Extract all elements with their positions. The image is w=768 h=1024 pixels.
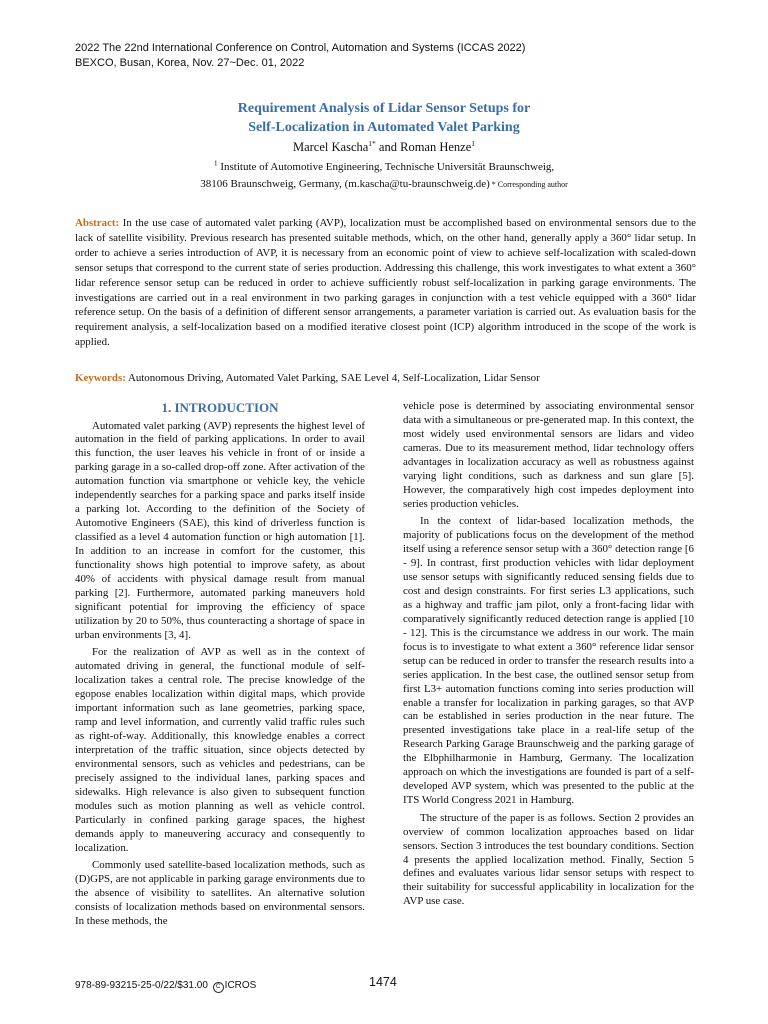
paper-title <box>0 99 768 137</box>
author-affiliation-mark: 1 <box>471 138 476 148</box>
author-conjunction: and <box>375 140 401 154</box>
paragraph: Automated valet parking (AVP) represents the highest level of automation in the field of parking applications. In order to avail this function, the user leaves his vehicle in front of or inside a parking garage in a so-called drop-off zone. After activation of the automation function via smartphone or vehicle key, the vehicle independently searches for a parking space and parks itself inside a parking lot. According to the definition of the Society of Automotive Engineers (SAE), this kind of driverless function is classified as a level 4 automation function or high automation [1]. In addition to an increase in comfort for the customer, this functionality shows high potential to improve safety, as about 40% of accidents with physical damage result from manual parking [2]. Furthermore, automated parking maneuvers hold significant potential for improving the efficiency of space utilization by 20 to 50%, thus counteracting a shortage of space in urban environments [3, 4]. <box>75 419 365 641</box>
affiliation-address: 38106 Braunschweig, Germany, (m.kascha@tu-braunschweig.de) <box>200 178 490 190</box>
author-affiliation-mark: 1* <box>368 138 376 148</box>
keywords <box>75 371 696 385</box>
abstract-label: Abstract: <box>75 217 120 229</box>
footer-isbn <box>75 980 256 993</box>
conference-name: 2022 The 22nd International Conference on Control, Automation and Systems (ICCAS 2022) <box>75 42 526 54</box>
paragraph: vehicle pose is determined by associating environmental sensor data with a simultaneous or pre-generated map. In this context, the most widely used environmental sensors are lidars and video cameras. Due to its measurement method, lidar technology offers advantages in localization accuracy as well as robustness against varying light conditions, such as darkness and sun glare [5]. However, the comparatively high cost impedes deployment into series production vehicles. <box>403 400 694 510</box>
paragraph: In the context of lidar-based localization methods, the majority of publications focus on the development of the method itself using a reference sensor setup with a 360° detection range [6 - 9]. In contrast, first production vehicles with lidar deployment use sensor setups with significantly reduced sensing fields due to cost and design constraints. For first series L3 applications, such as a highway and traffic jam pilot, only a front-facing lidar with comparatively significantly reduced detection range is applied [10 - 12]. This is the circumstance we address in our work. The main focus is to investigate to what extent a 360° reference lidar sensor setup can be reduced in order to transfer the research results into a series application. In the best case, the outlined sensor setup from first L3+ automation functions coming into series production will enable a transfer for localization in parking garages, so that AVP can be established in series production in the near future. The presented investigations take place in a real-life setup of the Research Parking Garage Braunschweig and the parking garage of the Elbphilharmonie in Hamburg, Germany. The localization approach on which the investigations are founded is part of a self-developed AVP system, which was presented to the public at the ITS World Congress 2021 in Hamburg. <box>403 515 694 807</box>
conference-venue: BEXCO, Busan, Korea, Nov. 27~Dec. 01, 2022 <box>75 57 305 69</box>
affiliation-block <box>0 159 768 193</box>
author-list <box>0 139 768 155</box>
isbn-text: 978-89-93215-25-0/22/$31.00 <box>75 980 211 991</box>
author-name: Roman Henze <box>400 140 472 154</box>
page-number: 1474 <box>369 975 397 989</box>
keywords-label: Keywords: <box>75 372 126 384</box>
paragraph: The structure of the paper is as follows. Section 2 provides an overview of common localization approaches based on lidar sensors. Section 3 introduces the test boundary conditions. Section 4 presents the applied localization method. Finally, Section 5 defines and evaluates various lidar sensor setups with respect to their suitability for successful applicability in localization for the AVP use case. <box>403 811 694 908</box>
publisher-text: ICROS <box>224 980 257 991</box>
abstract-text: In the use case of automated valet parking (AVP), localization must be accomplished based on environmental sensors due to the lack of satellite visibility. Previous research has presented suitable methods, which, on the other hand, generally apply a 360° lidar setup. In order to achieve a series introduction of AVP, it is necessary from an economic point of view to achieve self-localization with scaled-down sensor setups that correspond to the current state of series production. Addressing this challenge, this work investigates to what extent a 360° lidar reference sensor setup can be reduced in order to achieve sufficiently robust self-localization in parking garage environments. The investigations are carried out in a real environment in two parking garages in conjunction with a test vehicle equipped with a 360° lidar reference setup. On the basis of a definition of different sensor arrangements, a parameter variation is carried out. As evaluation basis for the requirement analysis, a self-localization based on a modified iterative closest point (ICP) algorithm introduced in the scope of the work is applied. <box>75 217 696 349</box>
corresponding-author-note: * Corresponding author <box>489 180 568 189</box>
paper-title-line2: Self-Localization in Automated Valet Parking <box>248 120 520 135</box>
affiliation-line <box>0 159 768 176</box>
keywords-text: Autonomous Driving, Automated Valet Parking, SAE Level 4, Self-Localization, Lidar Sensor <box>125 372 540 384</box>
conference-header <box>75 41 695 71</box>
copyright-icon: C <box>213 982 224 993</box>
paragraph: Commonly used satellite-based localization methods, such as (D)GPS, are not applicable in parking garage environments due to the absence of visibility to satellites. An alternative solution consists of localization methods based on environmental sensors. In these methods, the <box>75 859 365 927</box>
paragraph: For the realization of AVP as well as in the context of automated driving in general, the functional module of self-localization takes a central role. The precise knowledge of the egopose enables localization within digital maps, which provide important information such as lane geometries, parking space, ramp and level information, and currently valid traffic rules such as right-of-way. Additionally, this knowledge enables a correct interpretation of the traffic situation, since objects detected by environmental sensors, such as vehicles and pedestrians, can be precisely assigned to the individual lanes, parking spaces and sidewalks. High relevance is also given to subsequent function modules such as motion planning as well as vehicle control. Particularly in confined parking garage spaces, the highest demands apply to maneuvering accuracy and consequently to localization. <box>75 646 365 854</box>
right-column <box>403 400 694 913</box>
author-name: Marcel Kascha <box>292 140 369 154</box>
affiliation-mark: 1 <box>213 158 218 168</box>
abstract <box>75 216 696 350</box>
affiliation-line <box>0 176 768 193</box>
left-column <box>75 399 365 932</box>
paper-title-line1: Requirement Analysis of Lidar Sensor Setups for <box>237 101 531 116</box>
section-heading: 1. INTRODUCTION <box>161 400 279 415</box>
affiliation-institute: Institute of Automotive Engineering, Technische Universität Braunschweig, <box>217 161 555 173</box>
